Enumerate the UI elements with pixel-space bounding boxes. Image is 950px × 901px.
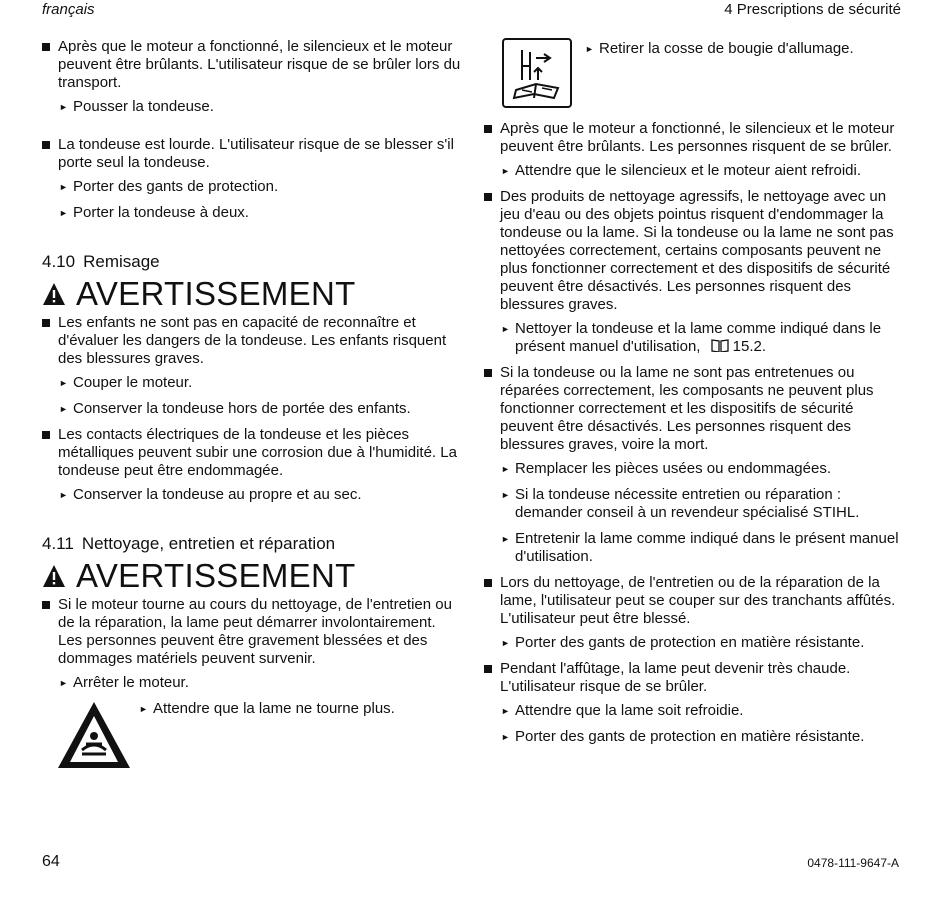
bullet-paragraph: Les enfants ne sont pas en capacité de reconnaître et d'évaluer les dangers de la tondeuse. Les enfants risquent des blessures graves.	[42, 314, 462, 368]
bullet-square-icon	[42, 319, 50, 327]
bullet-paragraph: Après que le moteur a fonctionné, le silencieux et le moteur peuvent être brûlants. L'utilisateur risque de se brûler lors du transport.	[42, 38, 462, 92]
bullet-square-icon	[484, 369, 492, 377]
action-step: ► Arrêter le moteur.	[59, 674, 189, 691]
action-step: ► Conserver la tondeuse hors de portée des enfants.	[59, 400, 411, 417]
triangle-arrow-icon: ►	[59, 102, 68, 112]
warning-banner: AVERTISSEMENT	[42, 276, 462, 312]
bullet-paragraph: Si la tondeuse ou la lame ne sont pas entretenues ou réparées correctement, les composants ne peuvent plus fonctionner correctement et les dispositifs de sécurité peuvent être désactivés. Les personnes risquent des blessures graves, voire la mort.	[484, 364, 904, 454]
action-step: ► Couper le moteur.	[59, 374, 193, 391]
header-language: français	[42, 1, 95, 18]
warning-triangle-icon	[42, 282, 66, 306]
triangle-arrow-icon: ►	[59, 490, 68, 500]
triangle-arrow-icon: ►	[501, 706, 510, 716]
triangle-arrow-icon: ►	[501, 534, 510, 544]
bullet-square-icon	[42, 141, 50, 149]
triangle-arrow-icon: ►	[59, 208, 68, 218]
header-chapter: 4 Prescriptions de sécurité	[724, 1, 901, 18]
triangle-arrow-icon: ►	[585, 44, 594, 54]
bullet-square-icon	[484, 193, 492, 201]
triangle-arrow-icon: ►	[139, 704, 148, 714]
document-code: 0478-111-9647-A	[807, 856, 899, 870]
action-step: ► Si la tondeuse nécessite entretien ou réparation : demander conseil à un revendeur spécialisé STIHL.	[501, 486, 860, 521]
bullet-paragraph: La tondeuse est lourde. L'utilisateur risque de se blesser s'il porte seul la tondeuse.	[42, 136, 462, 172]
bullet-paragraph: Lors du nettoyage, de l'entretien ou de la réparation de la lame, l'utilisateur peut se couper sur des tranchants affûtés. L'utilisateur peut être blessé.	[484, 574, 904, 628]
action-step: ► Nettoyer la tondeuse et la lame comme indiqué dans le présent manuel d'utilisation, 15.2.	[501, 320, 882, 355]
action-step: ► Porter des gants de protection.	[59, 178, 279, 195]
action-step: ► Porter des gants de protection en matière résistante.	[501, 728, 865, 745]
action-step: ► Pousser la tondeuse.	[59, 98, 214, 115]
action-step: ► Remplacer les pièces usées ou endommagées.	[501, 460, 832, 477]
triangle-arrow-icon: ►	[501, 638, 510, 648]
book-reference-icon	[711, 339, 729, 352]
bullet-paragraph: Si le moteur tourne au cours du nettoyage, de l'entretien ou de la réparation, la lame peut démarrer involontairement. Les personnes peuvent être gravement blessées et des dommages matériels peuvent survenir.	[42, 596, 462, 668]
action-step: ► Retirer la cosse de bougie d'allumage.	[585, 40, 854, 57]
triangle-arrow-icon: ►	[501, 324, 510, 334]
bullet-paragraph: Après que le moteur a fonctionné, le silencieux et le moteur peuvent être brûlants. Les personnes risquent de se brûler.	[484, 120, 904, 156]
bullet-square-icon	[484, 665, 492, 673]
triangle-arrow-icon: ►	[501, 732, 510, 742]
triangle-arrow-icon: ►	[59, 378, 68, 388]
action-step: ► Conserver la tondeuse au propre et au sec.	[59, 486, 362, 503]
bullet-square-icon	[42, 43, 50, 51]
section-heading: 4.11 Nettoyage, entretien et réparation	[42, 534, 336, 553]
left-column	[42, 38, 462, 770]
triangle-arrow-icon: ►	[501, 166, 510, 176]
triangle-arrow-icon: ►	[501, 490, 510, 500]
warning-banner: AVERTISSEMENT	[42, 558, 462, 594]
bullet-paragraph: Pendant l'affûtage, la lame peut devenir très chaude. L'utilisateur risque de se brûler.	[484, 660, 904, 696]
warning-triangle-icon	[42, 564, 66, 588]
action-step: ► Porter des gants de protection en matière résistante.	[501, 634, 865, 651]
action-step: ► Attendre que la lame soit refroidie.	[501, 702, 744, 719]
triangle-arrow-icon: ►	[59, 404, 68, 414]
triangle-arrow-icon: ►	[59, 182, 68, 192]
action-step: ► Porter la tondeuse à deux.	[59, 204, 249, 221]
right-column	[484, 38, 904, 754]
bullet-paragraph: Les contacts électriques de la tondeuse et les pièces métalliques peuvent subir une corrosion due à l'humidité. La tondeuse peut être endommagée.	[42, 426, 462, 480]
blade-hazard-pictogram-icon	[56, 700, 132, 770]
page-number: 64	[42, 853, 60, 870]
action-step: ► Attendre que la lame ne tourne plus.	[139, 700, 395, 717]
action-step: ► Entretenir la lame comme indiqué dans le présent manuel d'utilisation.	[501, 530, 899, 565]
spark-plug-manual-pictogram-icon	[502, 38, 572, 108]
triangle-arrow-icon: ►	[59, 678, 68, 688]
bullet-paragraph: Des produits de nettoyage agressifs, le nettoyage avec un jeu d'eau ou des objets pointus risquent d'endommager la tondeuse ou la lame. Si la tondeuse ou la lame ne sont pas nettoyées correctement, certains composants peuvent ne plus fonctionner correctement et des dispositifs de sécurité peuvent être désactivés. Les personnes risquent des blessures graves.	[484, 188, 904, 314]
section-heading: 4.10 Remisage	[42, 252, 160, 271]
bullet-square-icon	[42, 431, 50, 439]
action-step: ► Attendre que le silencieux et le moteur aient refroidi.	[501, 162, 862, 179]
bullet-square-icon	[484, 579, 492, 587]
bullet-square-icon	[484, 125, 492, 133]
bullet-square-icon	[42, 601, 50, 609]
triangle-arrow-icon: ►	[501, 464, 510, 474]
